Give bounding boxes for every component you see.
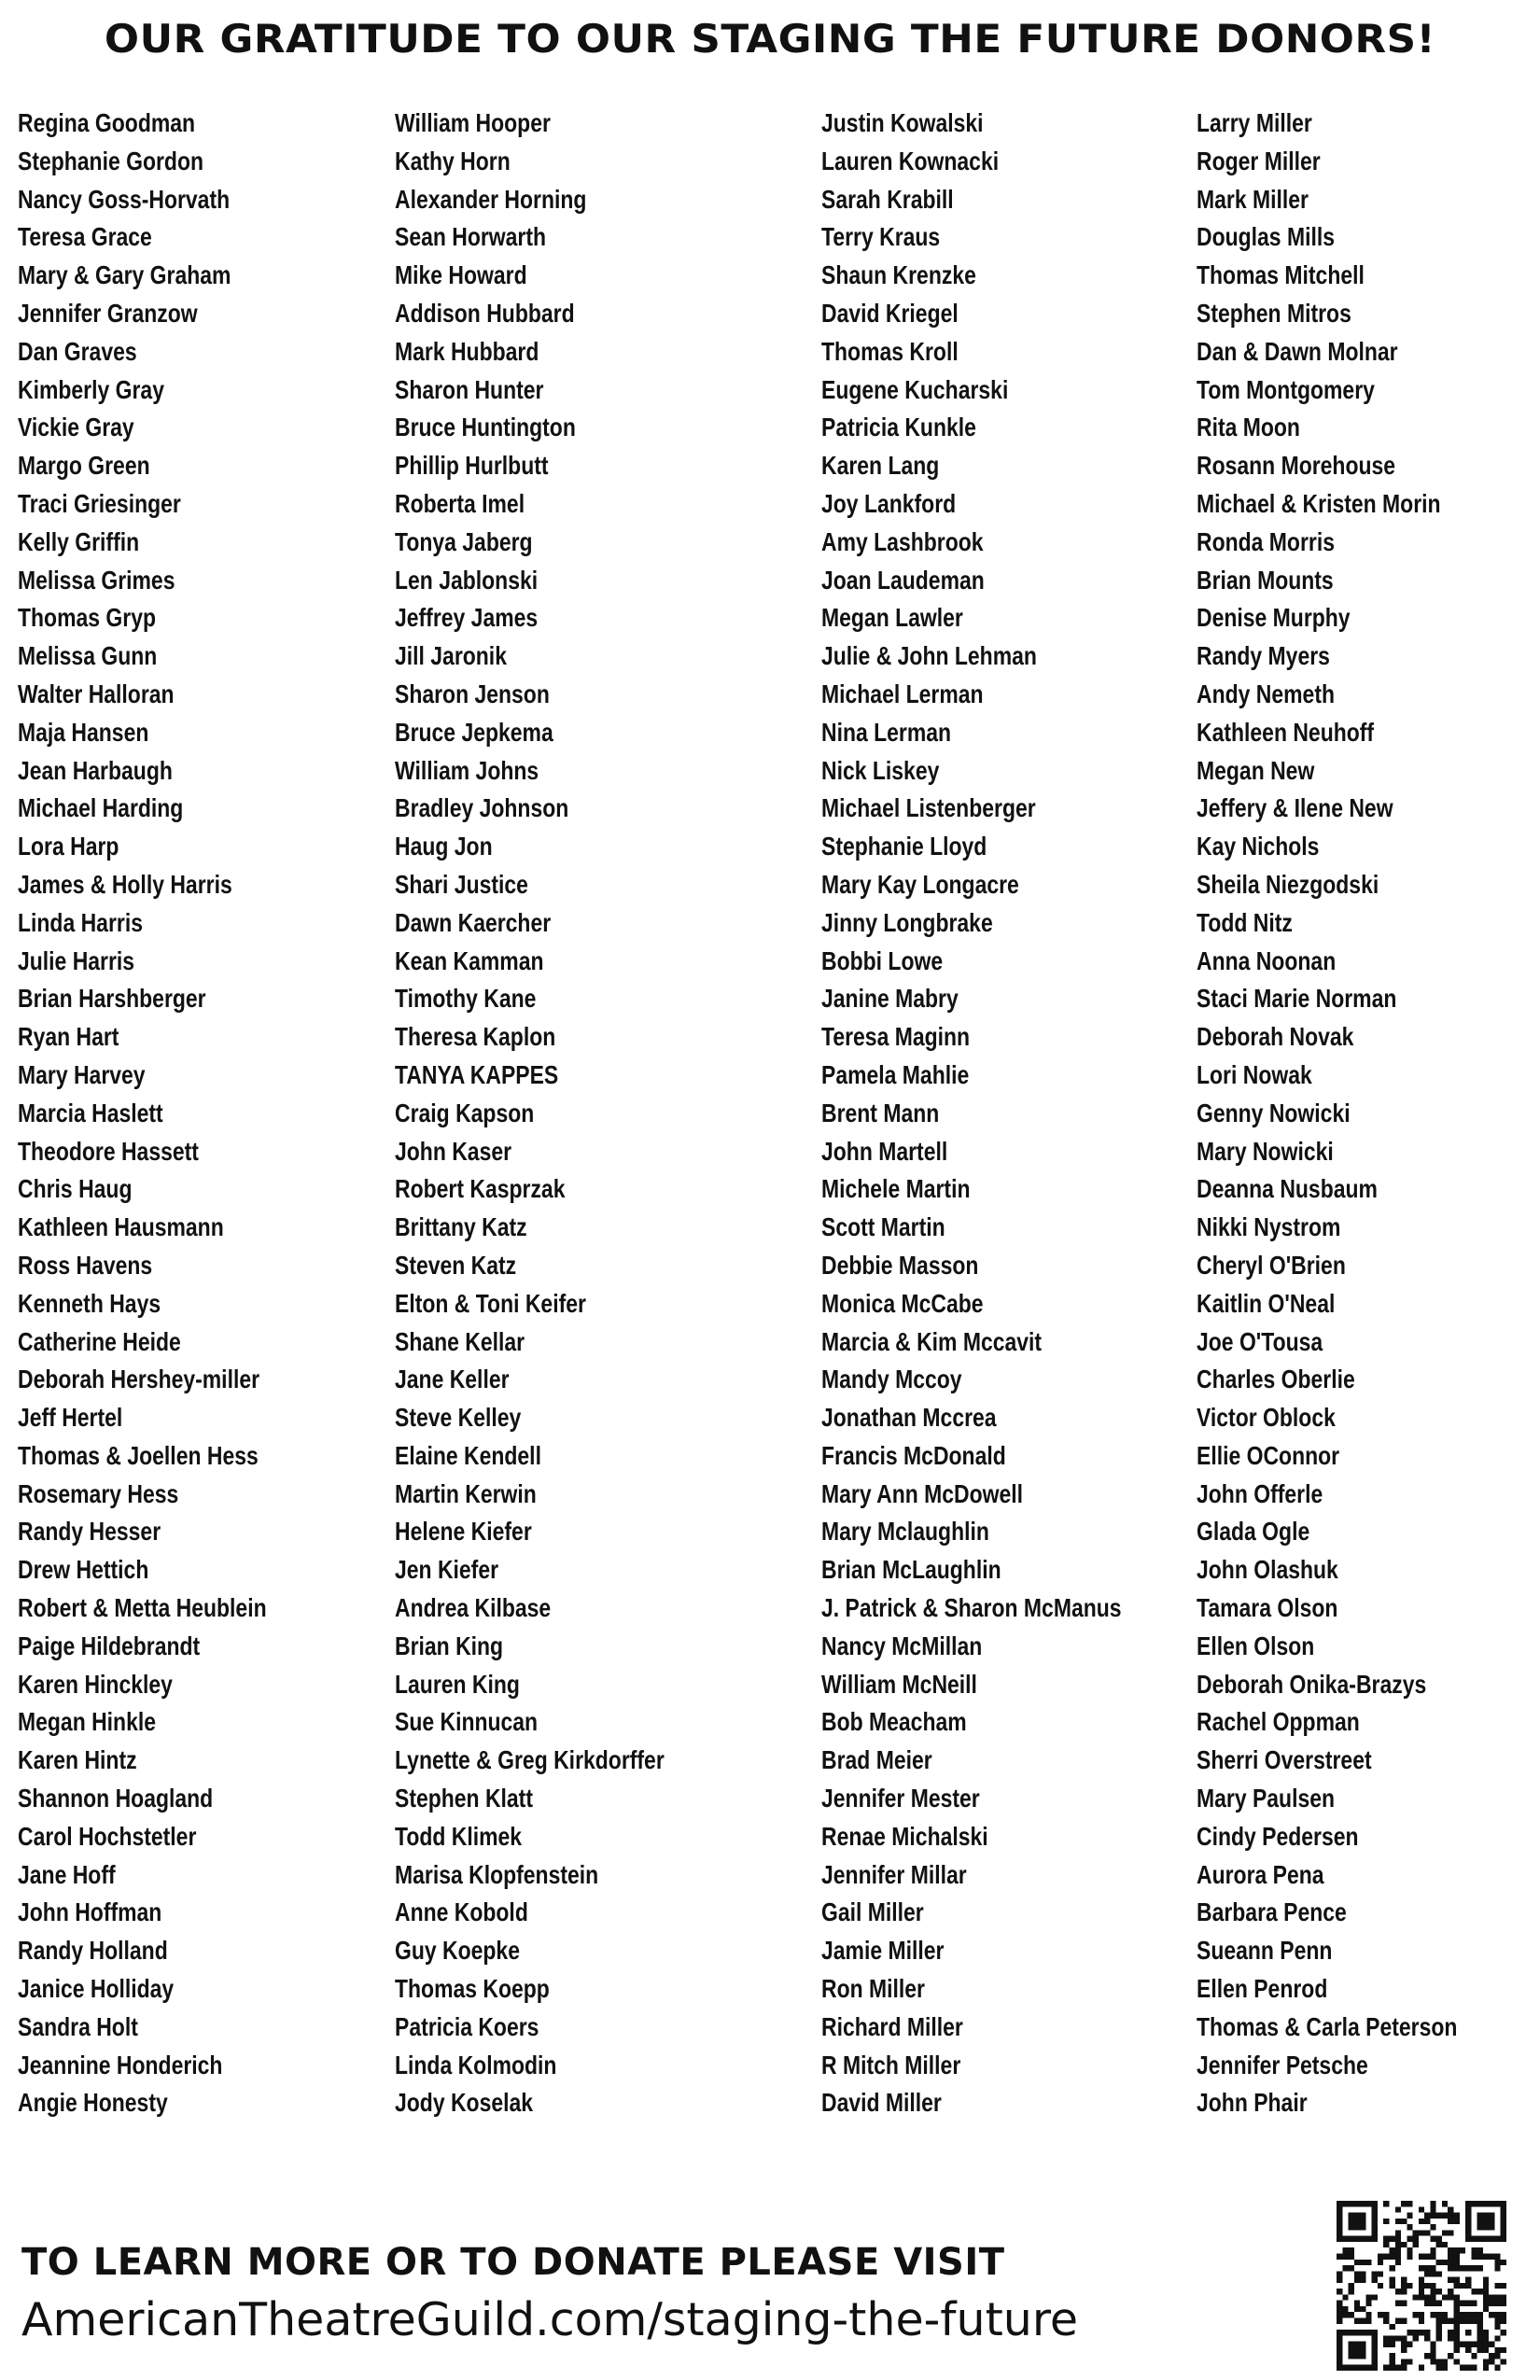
donor-name: Michael Listenberger [821, 793, 1036, 823]
donor-name: Thomas & Carla Peterson [1197, 2011, 1458, 2041]
donor-name: Aurora Pena [1197, 1859, 1324, 1889]
donor-name: Lynette & Greg Kirkdorffer [395, 1745, 665, 1775]
donor-name: Thomas Gryp [18, 603, 156, 633]
donor-name: Mark Miller [1197, 184, 1309, 214]
donor-name: Mary Paulsen [1197, 1784, 1336, 1813]
donor-name: John Olashuk [1197, 1555, 1338, 1585]
donor-name: Jeffrey James [395, 603, 539, 633]
donor-name: Dan Graves [18, 336, 137, 366]
donor-name: Bruce Huntington [395, 413, 576, 442]
donor-column-2 [395, 105, 723, 2122]
donor-name: Eugene Kucharski [821, 374, 1009, 404]
donor-name: Megan Hinkle [18, 1707, 156, 1737]
donor-name: Len Jablonski [395, 565, 539, 595]
donor-name: Jeff Hertel [18, 1403, 123, 1433]
donor-name: Linda Harris [18, 907, 143, 937]
donor-name: Catherine Heide [18, 1326, 181, 1356]
donor-name: Nina Lerman [821, 717, 952, 747]
donor-name: Dan & Dawn Molnar [1197, 336, 1398, 366]
donor-name: Margo Green [18, 451, 150, 481]
donor-name: Ellie OConnor [1197, 1440, 1340, 1470]
donor-name: Cindy Pedersen [1197, 1821, 1359, 1851]
donor-name: Brian McLaughlin [821, 1555, 1001, 1585]
donor-name: Brad Meier [821, 1745, 932, 1775]
donor-name: Mary Ann McDowell [821, 1478, 1024, 1508]
donor-name: J. Patrick & Sharon McManus [821, 1593, 1122, 1623]
donor-name: Randy Myers [1197, 641, 1330, 671]
donor-name: Bruce Jepkema [395, 717, 553, 747]
donor-name: Monica McCabe [821, 1288, 984, 1318]
donor-name: Helene Kiefer [395, 1517, 532, 1547]
donor-name: Vickie Gray [18, 413, 134, 442]
donor-name: Carol Hochstetler [18, 1821, 197, 1851]
donor-name: Rita Moon [1197, 413, 1300, 442]
donor-name: Patricia Kunkle [821, 413, 976, 442]
donor-name: Joe O'Tousa [1197, 1326, 1323, 1356]
donor-name: Stephanie Lloyd [821, 832, 987, 861]
donor-name: Maja Hansen [18, 717, 149, 747]
donor-name: Debbie Masson [821, 1250, 979, 1280]
donor-name: TANYA KAPPES [395, 1059, 559, 1089]
donor-name: Megan Lawler [821, 603, 963, 633]
donor-name: David Kriegel [821, 298, 959, 328]
donor-name: Staci Marie Norman [1197, 984, 1397, 1014]
donor-name: Glada Ogle [1197, 1517, 1310, 1547]
donor-name: Jinny Longbrake [821, 907, 993, 937]
donor-name: Amy Lashbrook [821, 526, 984, 556]
donor-name: Thomas Mitchell [1197, 260, 1365, 290]
donor-name: Rosann Morehouse [1197, 451, 1396, 481]
donor-name: Alexander Horning [395, 184, 587, 214]
donor-name: Ellen Penrod [1197, 1974, 1328, 2004]
donor-name: Ron Miller [821, 1974, 925, 2004]
donor-name: Kimberly Gray [18, 374, 164, 404]
donor-name: Gail Miller [821, 1897, 924, 1927]
donor-name: Renae Michalski [821, 1821, 988, 1851]
page-title: OUR GRATITUDE TO OUR STAGING THE FUTURE DONORS! [104, 16, 1436, 62]
donor-name: Timothy Kane [395, 984, 537, 1014]
donor-name: Lauren Kownacki [821, 146, 1000, 175]
donor-name: Shari Justice [395, 869, 528, 899]
donor-name: Douglas Mills [1197, 222, 1335, 252]
donor-name: Teresa Grace [18, 222, 152, 252]
donor-name: Scott Martin [821, 1212, 945, 1242]
donor-name: Theodore Hassett [18, 1136, 199, 1166]
donor-name: John Hoffman [18, 1897, 162, 1927]
donor-name: Rosemary Hess [18, 1478, 179, 1508]
donor-name: Jennifer Granzow [18, 298, 198, 328]
donor-name: Marisa Klopfenstein [395, 1859, 599, 1889]
donor-name: Elton & Toni Keifer [395, 1288, 586, 1318]
donor-name: John Kaser [395, 1136, 512, 1166]
donor-name: Thomas & Joellen Hess [18, 1440, 259, 1470]
donor-name: Tonya Jaberg [395, 526, 533, 556]
donor-name: Kean Kamman [395, 945, 544, 975]
donor-name: Sherri Overstreet [1197, 1745, 1372, 1775]
donor-name: Victor Oblock [1197, 1403, 1336, 1433]
donor-name: Marcia Haslett [18, 1098, 163, 1127]
donor-name: Elaine Kendell [395, 1440, 541, 1470]
donor-name: Randy Hesser [18, 1517, 161, 1547]
donor-name: Larry Miller [1197, 108, 1312, 137]
donor-name: Kathleen Neuhoff [1197, 717, 1375, 747]
donor-name: Sarah Krabill [821, 184, 954, 214]
donor-name: Michael & Kristen Morin [1197, 488, 1441, 518]
donor-name: William McNeill [821, 1669, 977, 1699]
donor-name: Sheila Niezgodski [1197, 869, 1379, 899]
donor-name: Nikki Nystrom [1197, 1212, 1341, 1242]
donor-name: Tamara Olson [1197, 1593, 1338, 1623]
donor-name: Joan Laudeman [821, 565, 985, 595]
donor-name: Genny Nowicki [1197, 1098, 1351, 1127]
donor-name: Shannon Hoagland [18, 1784, 214, 1813]
donor-name: Walter Halloran [18, 679, 175, 708]
donor-name: Michael Lerman [821, 679, 984, 708]
donor-name: Denise Murphy [1197, 603, 1351, 633]
donor-name: Mary Mclaughlin [821, 1517, 989, 1547]
donor-name: David Miller [821, 2088, 942, 2118]
donor-name: Francis McDonald [821, 1440, 1006, 1470]
donor-name: Andy Nemeth [1197, 679, 1335, 708]
donor-name: Justin Kowalski [821, 108, 984, 137]
donor-name: Barbara Pence [1197, 1897, 1347, 1927]
donate-link[interactable]: AmericanTheatreGuild.com/staging-the-future [21, 2293, 1079, 2346]
donor-name: Rachel Oppman [1197, 1707, 1360, 1737]
donor-name: Deanna Nusbaum [1197, 1174, 1378, 1204]
donor-name: Ross Havens [18, 1250, 153, 1280]
donor-name: Brian Mounts [1197, 565, 1334, 595]
donor-name: Brian King [395, 1631, 504, 1660]
donor-name: Roger Miller [1197, 146, 1321, 175]
donor-name: Angie Honesty [18, 2088, 168, 2118]
donor-name: Craig Kapson [395, 1098, 535, 1127]
donor-name: Joy Lankford [821, 488, 957, 518]
donor-name: Bobbi Lowe [821, 945, 944, 975]
donor-name: Sandra Holt [18, 2011, 138, 2041]
donor-name: Sharon Hunter [395, 374, 544, 404]
donor-name: Mary & Gary Graham [18, 260, 231, 290]
donor-name: Jen Kiefer [395, 1555, 499, 1585]
donor-name: Deborah Hershey-miller [18, 1365, 260, 1394]
donor-name: Stephanie Gordon [18, 146, 204, 175]
donor-name: Nick Liskey [821, 755, 940, 785]
donor-name: Anna Noonan [1197, 945, 1337, 975]
donor-name: Marcia & Kim Mccavit [821, 1326, 1043, 1356]
donor-name: Drew Hettich [18, 1555, 149, 1585]
donor-name: Randy Holland [18, 1936, 168, 1966]
donor-name: Julie Harris [18, 945, 135, 975]
donor-name: Mike Howard [395, 260, 527, 290]
donor-name: Paige Hildebrandt [18, 1631, 201, 1660]
donor-name: Regina Goodman [18, 108, 196, 137]
donor-column-4 [1197, 105, 1515, 2122]
donor-name: John Offerle [1197, 1478, 1323, 1508]
donor-name: Haug Jon [395, 832, 493, 861]
donor-name: Jody Koselak [395, 2088, 534, 2118]
donor-name: Phillip Hurlbutt [395, 451, 549, 481]
donor-name: John Martell [821, 1136, 948, 1166]
donor-name: Terry Kraus [821, 222, 941, 252]
donor-name: Kaitlin O'Neal [1197, 1288, 1336, 1318]
donor-name: John Phair [1197, 2088, 1308, 2118]
donor-name: Robert & Metta Heublein [18, 1593, 267, 1623]
donor-name: Linda Kolmodin [395, 2050, 557, 2079]
donor-name: Sueann Penn [1197, 1936, 1333, 1966]
donor-name: Steven Katz [395, 1250, 517, 1280]
donor-name: Robert Kasprzak [395, 1174, 566, 1204]
donor-name: William Johns [395, 755, 539, 785]
donor-name: Andrea Kilbase [395, 1593, 552, 1623]
donor-name: Todd Klimek [395, 1821, 523, 1851]
donor-name: Anne Kobold [395, 1897, 528, 1927]
donor-name: Stephen Mitros [1197, 298, 1351, 328]
donor-name: Jonathan Mccrea [821, 1403, 997, 1433]
footer-heading: TO LEARN MORE OR TO DONATE PLEASE VISIT [21, 2241, 1005, 2284]
donor-name: Jeffery & Ilene New [1197, 793, 1393, 823]
donor-name: Jane Hoff [18, 1859, 116, 1889]
donor-name: Jean Harbaugh [18, 755, 173, 785]
donor-name: Jane Keller [395, 1365, 510, 1394]
donor-name: Megan New [1197, 755, 1315, 785]
donor-name: Stephen Klatt [395, 1784, 533, 1813]
donor-name: William Hooper [395, 108, 551, 137]
donor-name: Lauren King [395, 1669, 520, 1699]
donor-name: Mary Kay Longacre [821, 869, 1019, 899]
donor-name: Ellen Olson [1197, 1631, 1315, 1660]
donor-name: Nancy McMillan [821, 1631, 983, 1660]
donor-name: Charles Oberlie [1197, 1365, 1355, 1394]
donor-name: Pamela Mahlie [821, 1059, 970, 1089]
donor-name: Bradley Johnson [395, 793, 569, 823]
donor-name: James & Holly Harris [18, 869, 232, 899]
donor-name: Cheryl O'Brien [1197, 1250, 1346, 1280]
donor-name: Janice Holliday [18, 1974, 175, 2004]
donor-name: Michael Harding [18, 793, 184, 823]
donor-name: Mandy Mccoy [821, 1365, 962, 1394]
donor-name: Karen Lang [821, 451, 940, 481]
donor-name: Melissa Gunn [18, 641, 158, 671]
donor-name: Shane Kellar [395, 1326, 525, 1356]
donor-name: Patricia Koers [395, 2011, 539, 2041]
donor-name: Lori Nowak [1197, 1059, 1312, 1089]
donor-name: Nancy Goss-Horvath [18, 184, 231, 214]
donor-column-3 [821, 105, 1187, 2122]
donor-name: Teresa Maginn [821, 1022, 971, 1052]
donor-name: Mary Nowicki [1197, 1136, 1334, 1166]
donor-name: Sue Kinnucan [395, 1707, 539, 1737]
donor-name: Kenneth Hays [18, 1288, 161, 1318]
donor-name: Michele Martin [821, 1174, 971, 1204]
donor-name: Mark Hubbard [395, 336, 539, 366]
donor-name: Thomas Kroll [821, 336, 959, 366]
donor-name: Brittany Katz [395, 1212, 527, 1242]
donor-name: Thomas Koepp [395, 1974, 550, 2004]
donor-name: Todd Nitz [1197, 907, 1293, 937]
donor-name: Jennifer Mester [821, 1784, 980, 1813]
donor-name: Martin Kerwin [395, 1478, 537, 1508]
donor-name: Traci Griesinger [18, 488, 181, 518]
donor-name: Jeannine Honderich [18, 2050, 223, 2079]
donor-name: Guy Koepke [395, 1936, 520, 1966]
donor-name: R Mitch Miller [821, 2050, 961, 2079]
donor-name: Ryan Hart [18, 1022, 119, 1052]
donor-name: Kathleen Hausmann [18, 1212, 224, 1242]
donor-name: Sean Horwarth [395, 222, 547, 252]
donor-column-1 [18, 105, 321, 2122]
donor-name: Shaun Krenzke [821, 260, 976, 290]
donor-name: Janine Mabry [821, 984, 959, 1014]
donor-name: Lora Harp [18, 832, 119, 861]
donor-name: Mary Harvey [18, 1059, 146, 1089]
donor-name: Karen Hintz [18, 1745, 137, 1775]
donor-name: Ronda Morris [1197, 526, 1335, 556]
donor-name: Theresa Kaplon [395, 1022, 556, 1052]
donor-name: Brent Mann [821, 1098, 940, 1127]
donor-name: Tom Montgomery [1197, 374, 1375, 404]
donor-name: Jamie Miller [821, 1936, 945, 1966]
donor-name: Kelly Griffin [18, 526, 140, 556]
donor-name: Karen Hinckley [18, 1669, 173, 1699]
donor-name: Steve Kelley [395, 1403, 522, 1433]
donor-name: Jill Jaronik [395, 641, 507, 671]
qr-code-icon[interactable] [1337, 2201, 1506, 2371]
donor-name: Deborah Novak [1197, 1022, 1354, 1052]
donor-name: Bob Meacham [821, 1707, 967, 1737]
donor-name: Jennifer Petsche [1197, 2050, 1368, 2079]
donor-name: Roberta Imel [395, 488, 525, 518]
donor-name: Dawn Kaercher [395, 907, 552, 937]
donor-name: Addison Hubbard [395, 298, 575, 328]
donor-name: Sharon Jenson [395, 679, 550, 708]
donor-name: Julie & John Lehman [821, 641, 1037, 671]
donor-name: Jennifer Millar [821, 1859, 967, 1889]
donor-name: Melissa Grimes [18, 565, 175, 595]
donor-name: Kathy Horn [395, 146, 511, 175]
donor-name: Kay Nichols [1197, 832, 1320, 861]
donor-name: Chris Haug [18, 1174, 133, 1204]
donor-name: Richard Miller [821, 2011, 963, 2041]
donor-name: Brian Harshberger [18, 984, 206, 1014]
donor-name: Deborah Onika-Brazys [1197, 1669, 1427, 1699]
